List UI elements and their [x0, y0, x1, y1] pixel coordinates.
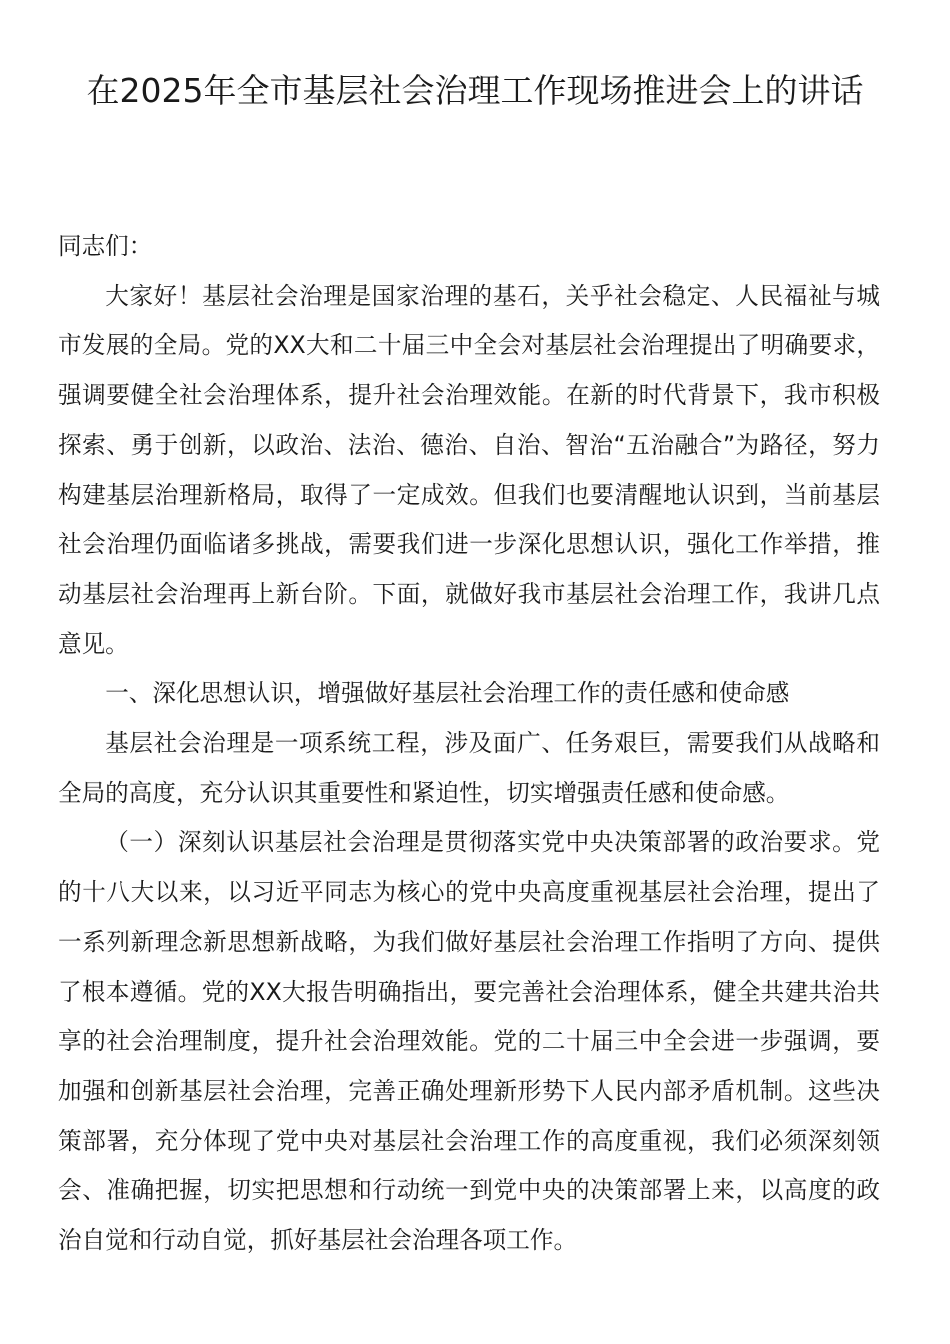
paragraph-subsection-1: （一）深刻认识基层社会治理是贯彻落实党中央决策部署的政治要求。党的十八大以来，以习近平同志为核心的党中央高度重视基层社会治理，提出了一系列新理念新思想新战略，为我们做好基层社会治理工作指明了方向、提供了根本遵循。党的XX大报告明确指出，要完善社会治理体系，健全共建共治共享的社会治理制度，提升社会治理效能。党的二十届三中全会进一步强调，要加强和创新基层社会治理，完善正确处理新形势下人民内部矛盾机制。这些决策部署，充分体现了党中央对基层社会治理工作的高度重视，我们必须深刻领会、准确把握，切实把思想和行动统一到党中央的决策部署上来，以高度的政治自觉和行动自觉，抓好基层社会治理各项工作。: [58, 828, 880, 1255]
paragraph-intro: 大家好！基层社会治理是国家治理的基石，关乎社会稳定、人民福祉与城市发展的全局。党的XX大和二十届三中全会对基层社会治理提出了明确要求，强调要健全社会治理体系，提升社会治理效能。在新的时代背景下，我市积极探索、勇于创新，以政治、法治、德治、自治、智治“五治融合”为路径，努力构建基层治理新格局，取得了一定成效。但我们也要清醒地认识到，当前基层社会治理仍面临诸多挑战，需要我们进一步深化思想认识，强化工作举措，推动基层社会治理再上新台阶。下面，就做好我市基层社会治理工作，我讲几点意见。: [58, 281, 880, 658]
paragraph-section-1-intro: 基层社会治理是一项系统工程，涉及面广、任务艰巨，需要我们从战略和全局的高度，充分认识其重要性和紧迫性，切实增强责任感和使命感。: [58, 729, 880, 807]
section-heading-1: 一、深化思想认识，增强做好基层社会治理工作的责任感和使命感: [105, 679, 790, 708]
document-title: 在2025年全市基层社会治理工作现场推进会上的讲话: [86, 71, 864, 110]
document-body: [58, 222, 880, 1266]
salutation: 同志们：: [58, 232, 153, 260]
